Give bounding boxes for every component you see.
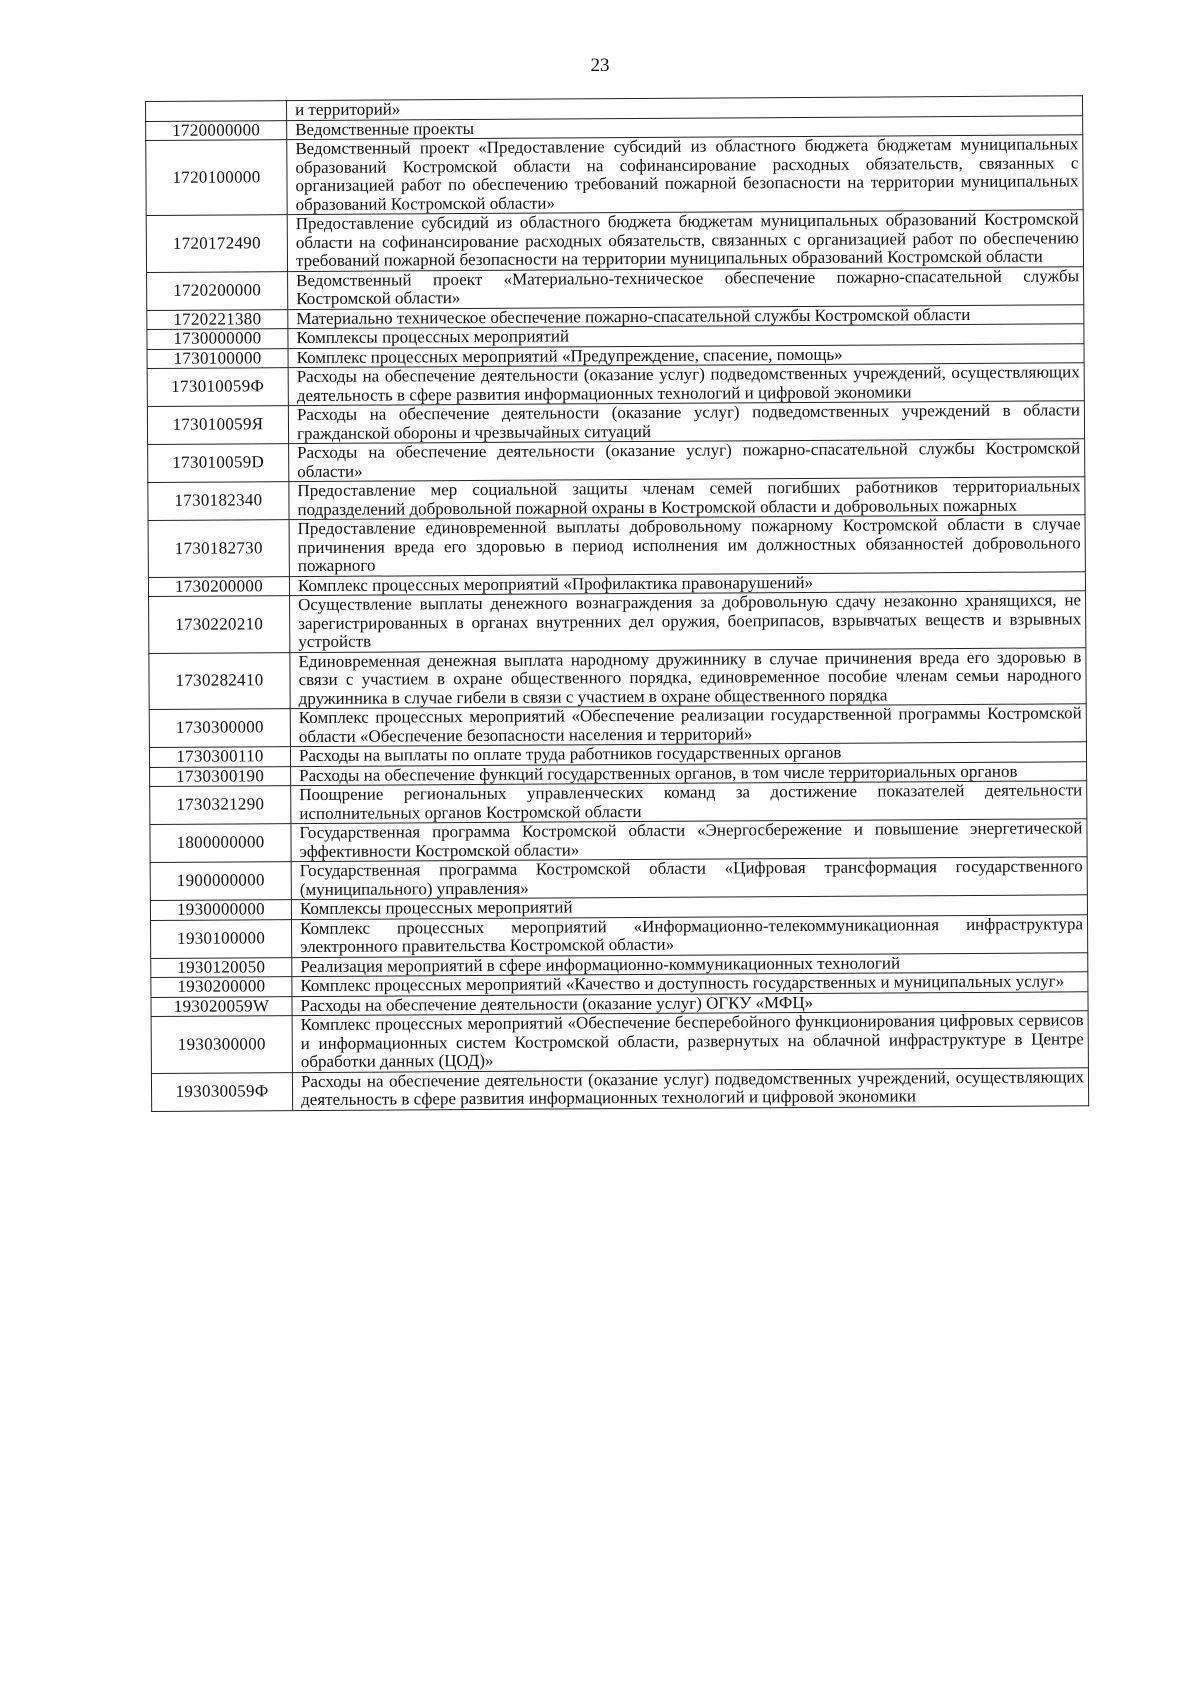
description-cell: Комплекс процессных мероприятий «Обеспечение реализации государственной программы Костромской области «Обеспечение безопасности населения и территорий» (290, 704, 1086, 747)
table-row (149, 704, 1086, 748)
description-cell: Комплексы процессных мероприятий (288, 324, 1084, 348)
description-cell: Предоставление единовременной выплаты добровольному пожарному Костромской области в случае причинения вреда его здоровью в период исполнения им должностных обязанностей добровольного пожарного (289, 515, 1085, 576)
description-cell: Расходы на обеспечение деятельности (оказание услуг) пожарно-спасательной службы Костромской области» (289, 439, 1085, 482)
classification-code-cell: 1730200000 (148, 576, 289, 596)
table-row (150, 857, 1087, 901)
description-cell: Расходы на выплаты по оплате труда работников государственных органов (290, 742, 1086, 766)
classification-code-cell: 1720100000 (146, 140, 287, 216)
classification-code-cell: 1730300110 (149, 747, 290, 767)
classification-code-cell: 1730182730 (148, 520, 289, 577)
description-cell: Расходы на обеспечение деятельности (оказание услуг) ОГКУ «МФЦ» (292, 991, 1088, 1015)
table-row (149, 591, 1086, 653)
description-cell: Комплекс процессных мероприятий «Обеспечение бесперебойного функционирования цифровых сервисов и информационных систем Костромской области, развернутых на облачной инфраструктуре в Центре обработки данных (ЦОД)» (292, 1011, 1088, 1072)
classification-code-cell: 1730300190 (150, 766, 291, 786)
description-cell: Единовременная денежная выплата народному дружиннику в случае причинения вреда его здоровью в связи с участием в охране общественного порядка, единовременное пособие членам семьи народного дружинника в случае гибели в связи с участием в охране общественного порядка (290, 647, 1086, 708)
classification-code-cell: 1730100000 (147, 348, 288, 368)
description-cell: Расходы на обеспечение деятельности (оказание услуг) подведомственных учреждений, осуществляющих деятельность в сфере развития информационных технологий и цифровой экономики (288, 363, 1084, 406)
table-row (147, 266, 1084, 310)
description-cell: Комплекс процессных мероприятий «Предупреждение, спасение, помощь» (288, 343, 1084, 367)
budget-code-table (145, 95, 1089, 1111)
classification-code-cell: 1720221380 (147, 309, 288, 329)
table-row (151, 1067, 1088, 1111)
classification-code-cell: 173010059Ф (147, 368, 288, 407)
classification-code-cell: 1720172490 (146, 215, 287, 272)
classification-code-cell: 1930100000 (151, 919, 292, 958)
table-row (148, 515, 1085, 577)
classification-code-cell: 1800000000 (150, 824, 291, 863)
table-row (146, 135, 1083, 216)
description-cell: Ведомственные проекты (287, 115, 1083, 139)
description-cell: Предоставление мер социальной защиты членам семей погибших работников территориальных подразделений добровольной пожарной охраны в Костромской области и добровольных пожарных (289, 477, 1085, 520)
table-row (151, 1011, 1088, 1073)
table-row (147, 363, 1084, 407)
classification-code-cell: 1720000000 (146, 120, 287, 140)
classification-code-cell: 1930000000 (150, 900, 291, 920)
classification-code-cell: 193020059W (151, 996, 292, 1016)
description-cell: Ведомственный проект «Материально-техническое обеспечение пожарно-спасательной службы Костромской области» (288, 266, 1084, 309)
classification-code-cell: 1730182340 (148, 482, 289, 521)
description-cell: Ведомственный проект «Предоставление субсидий из областного бюджета бюджетам муниципальных образований Костромской области на софинансирование расходных обязательств, связанных с организацией работ по обеспечению требований пожарной безопасности на территории муниципальных образований Костромской области» (287, 135, 1083, 215)
description-cell: Комплекс процессных мероприятий «Информационно-телекоммуникационная инфраструктура электронного правительства Костромской области» (292, 914, 1088, 957)
table-row (146, 210, 1083, 272)
classification-code-cell: 1730300000 (149, 709, 290, 748)
table-row (148, 439, 1085, 483)
classification-code-cell: 173010059Я (147, 406, 288, 445)
classification-code-cell: 173010059D (148, 444, 289, 483)
table-row (151, 914, 1088, 958)
table-body (146, 96, 1089, 1111)
classification-code-cell (146, 101, 287, 121)
description-cell: Государственная программа Костромской области «Энергосбережение и повышение энергетической эффективности Костромской области» (291, 819, 1087, 862)
description-cell: Материально техническое обеспечение пожарно-спасательной службы Костромской области (288, 304, 1084, 328)
description-cell: Комплексы процессных мероприятий (291, 895, 1087, 919)
page-number: 23 (590, 55, 610, 76)
classification-code-cell: 1930300000 (151, 1016, 292, 1073)
description-cell: Реализация мероприятий в сфере информационно-коммуникационных технологий (292, 952, 1088, 976)
description-cell: Расходы на обеспечение функций государственных органов, в том числе территориальных органов (291, 761, 1087, 785)
description-cell: и территорий» (287, 96, 1083, 120)
classification-code-cell: 1720200000 (147, 271, 288, 310)
classification-code-cell: 193030059Ф (151, 1072, 292, 1111)
description-cell: Расходы на обеспечение деятельности (оказание услуг) подведомственных учреждений, осуществляющих деятельность в сфере развития информационных технологий и цифровой экономики (292, 1067, 1088, 1110)
classification-code-cell: 1930200000 (151, 977, 292, 997)
description-cell: Комплекс процессных мероприятий «Качество и доступность государственных и муниципальных услуг» (292, 972, 1088, 996)
table-row (150, 819, 1087, 863)
description-cell: Осуществление выплаты денежного вознаграждения за добровольную сдачу незаконно хранящихся, не зарегистрированных в органах внутренних дел оружия, боеприпасов, взрывчатых веществ и взрывных устройств (290, 591, 1086, 652)
table-row (149, 647, 1086, 709)
classification-code-cell: 1900000000 (150, 862, 291, 901)
description-cell: Поощрение региональных управленческих команд за достижение показателей деятельности исполнительных органов Костромской области (291, 781, 1087, 824)
table-row (150, 781, 1087, 825)
classification-code-cell: 1730321290 (150, 786, 291, 825)
description-cell: Комплекс процессных мероприятий «Профилактика правонарушений» (289, 571, 1085, 595)
table-row (148, 477, 1085, 521)
classification-code-cell: 1730282410 (149, 652, 290, 709)
classification-code-cell: 1730220210 (149, 596, 290, 653)
description-cell: Государственная программа Костромской области «Цифровая трансформация государственного (муниципального) управления» (291, 857, 1087, 900)
description-cell: Предоставление субсидий из областного бюджета бюджетам муниципальных образований Костромской области на софинансирование расходных обязательств, связанных с организацией работ по обеспечению требований пожарной безопасности на территории муниципальных образований Костромской области (287, 210, 1083, 271)
classification-code-cell: 1730000000 (147, 329, 288, 349)
description-cell: Расходы на обеспечение деятельности (оказание услуг) подведомственных учреждений в области гражданской обороны и чрезвычайных ситуаций (288, 401, 1084, 444)
table-row (147, 401, 1084, 445)
classification-code-cell: 1930120050 (151, 957, 292, 977)
